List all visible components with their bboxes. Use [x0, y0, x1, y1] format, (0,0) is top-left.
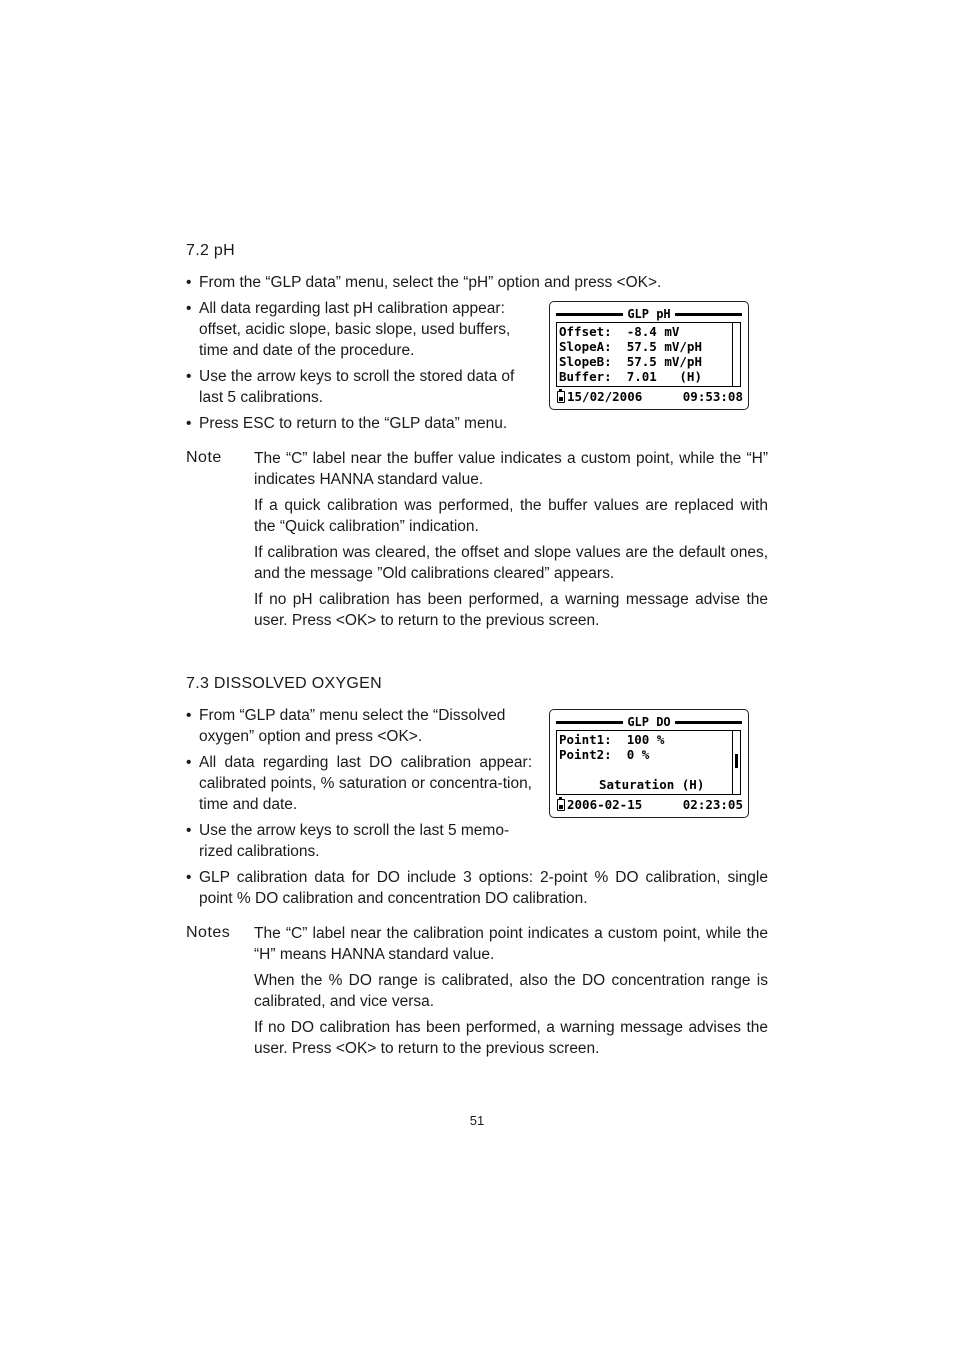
ph-bullet-3: • Use the arrow keys to scroll the stored data of last 5 calibrations.: [186, 368, 515, 406]
ph-note-4: If no pH calibration has been performed, a warning message advise the user. Press <OK> to return to the previous screen.: [254, 591, 768, 629]
ph-bullet-2: • All data regarding last pH calibration appear: offset, acidic slope, basic slope, used buffers, time and date of the procedure.: [186, 300, 511, 359]
ph-note-1: The “C” label near the buffer value indicates a custom point, while the “H” indicates HANNA standard value.: [254, 450, 768, 488]
lcd-data-box: [556, 730, 741, 795]
glp-do-lcd-screen: [549, 709, 749, 818]
lcd-data-box: [556, 322, 741, 387]
lcd-buffer-line: Buffer: 7.01 (H): [559, 369, 702, 384]
lcd-point1-line: Point1: 100 %: [559, 732, 665, 747]
do-note-3: If no DO calibration has been performed, a warning message advises the user. Press <OK> to return to the previous screen.: [254, 1019, 768, 1057]
battery-icon: [557, 391, 565, 403]
do-bullet-1: • From “GLP data” menu select the “Dissolved oxygen” option and press <OK>.: [186, 707, 506, 745]
lcd-slopea-line: SlopeA: 57.5 mV/pH: [559, 339, 702, 354]
note-label-do: Notes: [186, 924, 231, 941]
lcd-date: 2006-02-15: [567, 797, 643, 812]
lcd-date: 15/02/2006: [567, 389, 643, 404]
lcd-title: GLP DO: [623, 715, 674, 729]
section-heading-ph: 7.2 pH: [186, 242, 235, 259]
lcd-time: 09:53:08: [682, 389, 743, 404]
lcd-scrollbar: [732, 731, 733, 794]
do-bullet-3: • Use the arrow keys to scroll the last 5 memo-rized calibrations.: [186, 822, 510, 860]
lcd-offset-line: Offset: -8.4 mV: [559, 324, 680, 339]
lcd-status-line: Saturation (H): [599, 777, 705, 792]
page-number: 51: [469, 1113, 485, 1128]
note-label-ph: Note: [186, 449, 222, 466]
lcd-scrollbar: [732, 323, 733, 386]
ph-bullet-1: • From the “GLP data” menu, select the “pH” option and press <OK>.: [186, 274, 662, 291]
lcd-slopeb-line: SlopeB: 57.5 mV/pH: [559, 354, 702, 369]
do-note-2: When the % DO range is calibrated, also the DO concentration range is calibrated, and vice versa.: [254, 972, 768, 1010]
battery-icon: [557, 799, 565, 811]
lcd-title-bar: [556, 714, 742, 730]
lcd-time: 02:23:05: [682, 797, 743, 812]
lcd-scroll-thumb: [735, 754, 738, 768]
do-bullet-2: • All data regarding last DO calibration appear: calibrated points, % saturation or concentra-tion, time and date.: [186, 754, 532, 813]
ph-bullet-4: • Press ESC to return to the “GLP data” menu.: [186, 415, 508, 432]
section-heading-do: 7.3 DISSOLVED OXYGEN: [186, 675, 382, 692]
ph-note-3: If calibration was cleared, the offset and slope values are the default ones, and the message ”Old calibrations cleared” appears.: [254, 544, 768, 582]
glp-ph-lcd-screen: [549, 301, 749, 410]
do-bullet-4: • GLP calibration data for DO include 3 options: 2-point % DO calibration, single point % DO calibration and concentration DO calibration.: [186, 869, 768, 907]
ph-note-2: If a quick calibration was performed, the buffer values are replaced with the “Quick calibration” indication.: [254, 497, 768, 535]
lcd-title: GLP pH: [623, 307, 674, 321]
lcd-title-bar: [556, 306, 742, 322]
do-note-1: The “C” label near the calibration point indicates a custom point, while the “H” means HANNA standard value.: [254, 925, 768, 963]
lcd-point2-line: Point2: 0 %: [559, 747, 650, 762]
